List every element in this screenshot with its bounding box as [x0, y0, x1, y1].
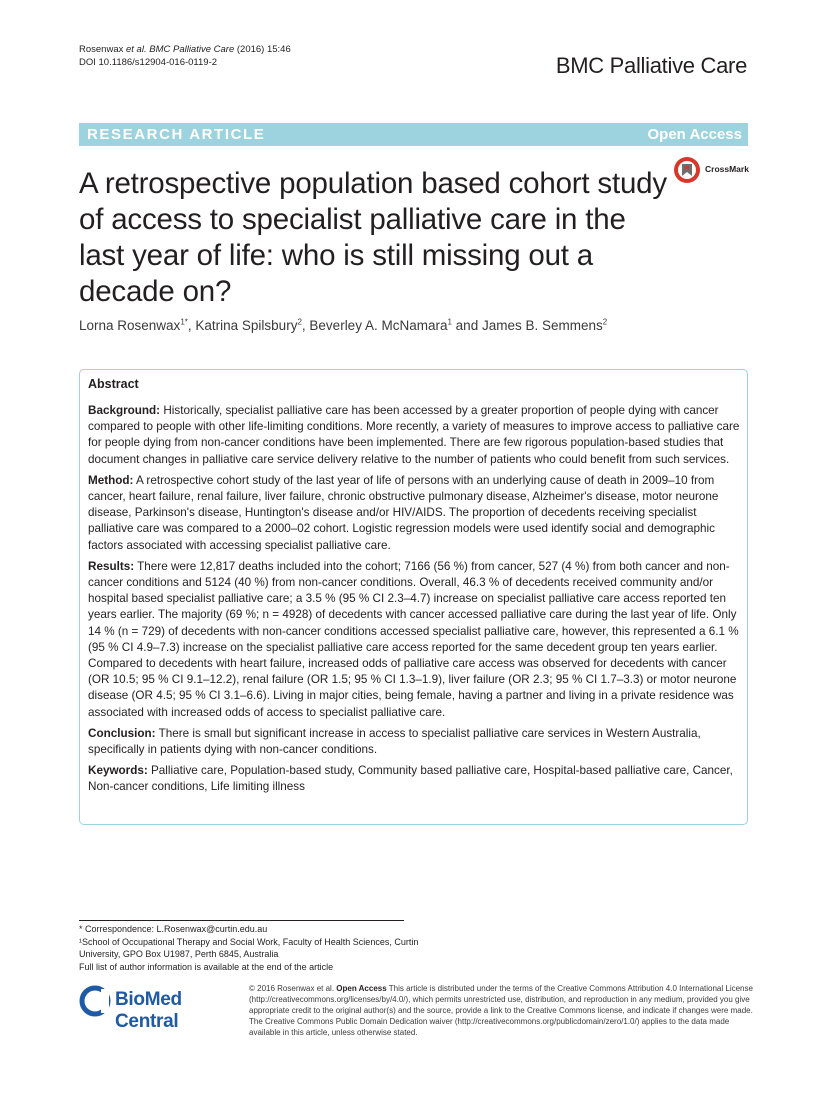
article-type-banner [79, 123, 748, 146]
abstract-method: Method: A retrospective cohort study of the last year of life of persons with an underlying cause of death in 2009–10 from cancer, heart failure, renal failure, liver failure, chronic obstructive pulmonary disease, Alzheimer's disease, motor neurone disease, Parkinson's disease, Huntington's disease and/or HIV/AIDS. The proportion of decedents receiving specialist palliative care was compared to a 2000–02 cohort. Logistic regression models were used identify social and demographic factors associated with accessing specialist palliative care. [88, 473, 719, 552]
author-4: James B. Semmens$^2$ [481, 317, 608, 333]
crossmark-label: CrossMark [705, 164, 749, 174]
author-list [79, 318, 739, 333]
abstract-conclusion: Conclusion: There is small but significant increase in access to specialist palliative care services in Western Australia, specifically in patients dying with non-cancer conditions. [88, 726, 701, 757]
license-text: © 2016 Rosenwax et al. Open Access This article is distributed under the terms of the Creative Commons Attribution 4.0 International License (http://creativecommons.org/licenses/by/4.0/), which permits unrestricted use, distribution, and reproduction in any medium, provided you give appropriate credit to the original author(s) and the source, provide a link to the Creative Commons license, and indicate if changes were made. The Creative Commons Public Domain Dedication waiver (http://creativecommons.org/publicdomain/zero/1.0/) applies to the data made available in this article, unless otherwise stated. [249, 984, 753, 1037]
author-1: Lorna Rosenwax$^{1*}$, [79, 317, 196, 333]
doi[interactable]: DOI 10.1186/s12904-016-0119-2 [79, 57, 218, 68]
biomed-central-text: BioMed Central [115, 989, 182, 1032]
author-info-note: Full list of author information is available at the end of the article [79, 961, 334, 972]
biomed-central-icon [79, 985, 111, 1017]
citation-journal: et al. BMC Palliative Care [126, 44, 235, 55]
open-access-label: Open Access [647, 126, 742, 143]
crossmark-icon [673, 156, 701, 184]
abstract-results: Results: There were 12,817 deaths included into the cohort; 7166 (56 %) from cancer, 527 (4 %) from both cancer and non-cancer conditions and 5124 (40 %) from non-cancer conditions. Overall, 46.3 % of decedents received community and/or hospital based specialist palliative care; a 3.5 % (95 % CI 2.3–4.7) increase on specialist palliative care access reported ten years earlier. The majority (69 %; n = 4928) of decedents with cancer accessed palliative care during the last year of life. Only 14 % (n = 729) of decedents with non-cancer conditions accessed specialist palliative care, however, this represented a 6.1 % (95 % CI 4.9–7.3) increase on the specialist palliative care access reported for the same decedent group ten years earlier. Compared to decedents with heart failure, increased odds of palliative care access was observed for decedents with cancer (OR 10.5; 95 % CI 9.1–12.2), renal failure (OR 1.5; 95 % CI 1.3–1.9), liver failure (OR 2.3; 95 % CI 1.7–3.3) or motor neurone disease (OR 4.5; 95 % CI 3.1–6.6). Living in major cities, being female, having a partner and living in a private residence was associated with increased odds of access to specialist palliative care. [88, 559, 739, 719]
abstract-box [79, 369, 748, 825]
footnote-divider [79, 920, 404, 921]
article-title: A retrospective population based cohort study of access to specialist palliative care in the last year of life: who is still missing out a decade on? [79, 167, 667, 308]
biomed-central-logo[interactable] [79, 985, 239, 1032]
author-2: Katrina Spilsbury$^2$, [195, 317, 310, 333]
abstract-background: Background: Historically, specialist palliative care has been accessed by a greater proportion of people dying with cancer compared to people with other life-limiting conditions. More recently, a variety of measures to improve access to palliative care for people dying from non-cancer conditions have been implemented. There are few rigorous population-based studies that document changes in palliative care service delivery relative to the number of patients who could benefit from such services. [88, 404, 740, 466]
abstract-body [88, 403, 743, 801]
abstract-heading: Abstract [88, 377, 139, 391]
abstract-keywords: Keywords: Palliative care, Population-based study, Community based palliative care, Hospital-based palliative care, Cancer, Non-cancer conditions, Life limiting illness [88, 764, 733, 794]
journal-name: BMC Palliative Care [555, 53, 747, 78]
author-3: Beverley A. McNamara$^1$ and [309, 317, 482, 333]
correspondence[interactable]: * Correspondence: L.Rosenwax@curtin.edu.au [79, 924, 268, 934]
citation-volume: (2016) 15:46 [234, 44, 291, 55]
citation-authors: Rosenwax [79, 44, 126, 55]
affiliation-1: ¹School of Occupational Therapy and Social Work, Faculty of Health Sciences, Curtin University, GPO Box U1987, Perth 6845, Australia [79, 936, 419, 959]
footnotes [79, 923, 439, 973]
research-article-label: RESEARCH ARTICLE [87, 126, 266, 143]
citation-header [79, 43, 291, 69]
crossmark-badge[interactable] [673, 155, 753, 187]
